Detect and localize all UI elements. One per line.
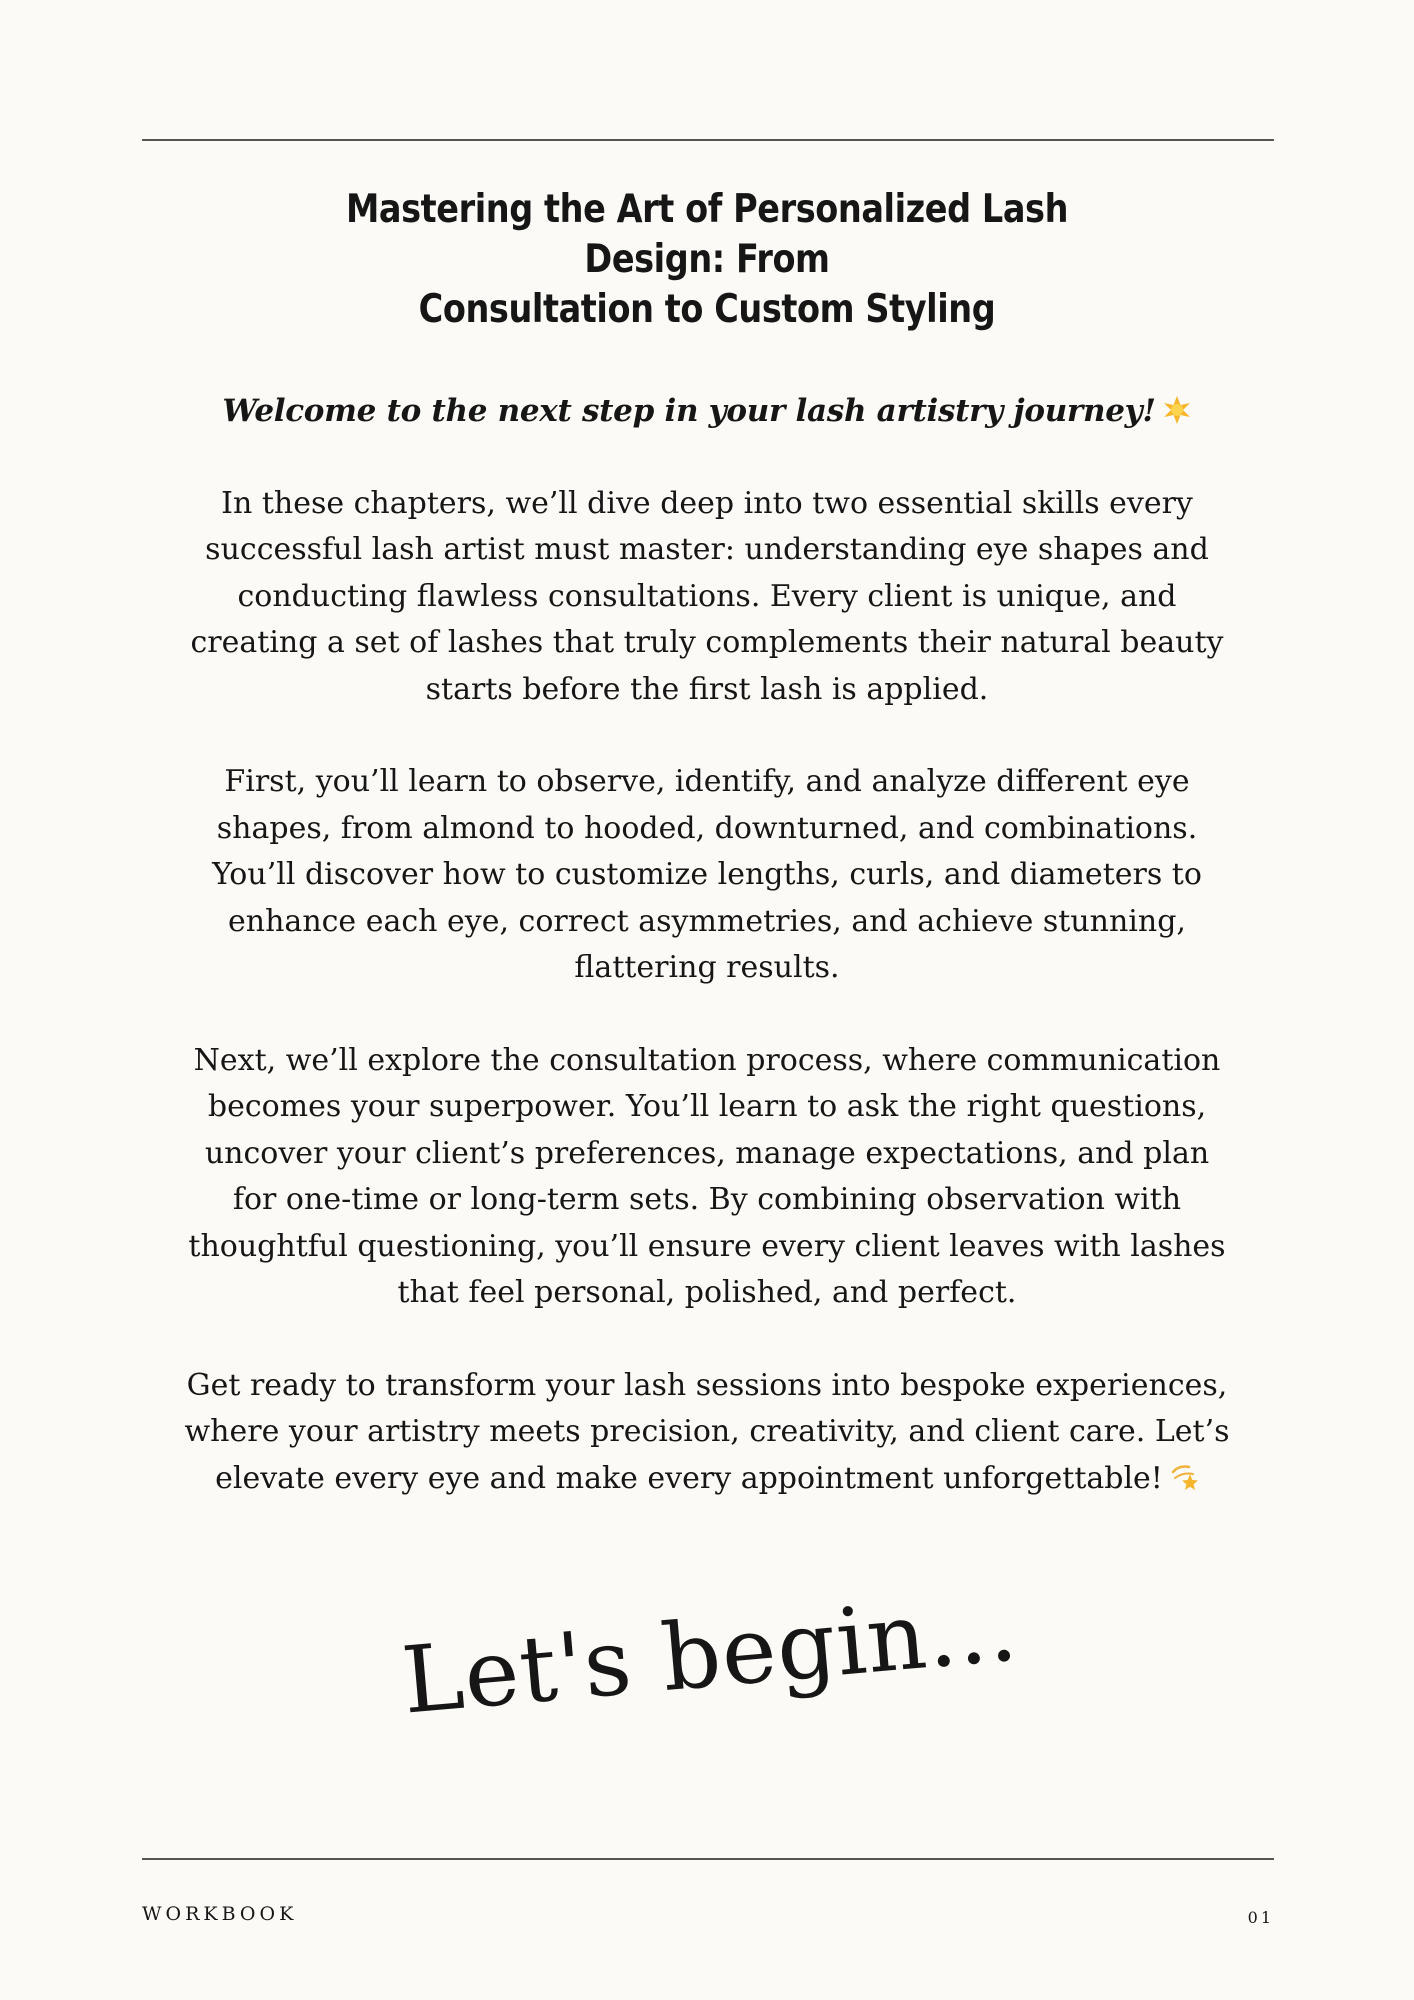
dizzy-star-icon [1169, 1462, 1199, 1492]
top-divider [142, 139, 1274, 141]
page-title [288, 185, 1126, 335]
footer-label: WORKBOOK [142, 1903, 298, 1925]
paragraph-closing-text: Get ready to transform your lash sessions into bespoke experiences, where your artistry meets precision, creativity, and client care. Let’s elevate every eye and make every appointment unforgettable! [184, 1367, 1230, 1496]
page-title-line-2: Consultation to Custom Styling [418, 287, 996, 332]
main-content [180, 388, 1234, 1548]
paragraph-eye-shapes: First, you’ll learn to observe, identify, and analyze different eye shapes, from almond to hooded, downturned, and combinations. You’ll discover how to customize lengths, curls, and diameters to enhance each eye, correct asymmetries, and achieve stunning, flattering results. [212, 764, 1202, 985]
page-title-line-1: Mastering the Art of Personalized Lash Design: From [345, 187, 1069, 282]
page-number: 01 [1247, 1908, 1274, 1927]
sparkle-star-icon [1162, 395, 1192, 425]
paragraph-closing [180, 1363, 1234, 1503]
lets-begin-heading: Let's begin... [398, 1574, 1022, 1735]
bottom-divider [142, 1858, 1274, 1860]
paragraph-intro: In these chapters, we’ll dive deep into two essential skills every successful lash artist must master: understanding eye shapes and conducting flawless consultations. Every client is unique, and creating a set of lashes that truly complements their natural beauty starts before the first lash is applied. [190, 485, 1224, 707]
paragraph-consultation: Next, we’ll explore the consultation process, where communication becomes your superpower. You’ll learn to ask the right questions, uncover your client’s preferences, manage expectations, and plan for one-time or long-term sets. By combining observation with thoughtful questioning, you’ll ensure every client leaves with lashes that feel personal, polished, and perfect. [188, 1042, 1226, 1310]
welcome-line [180, 388, 1234, 435]
welcome-text: Welcome to the next step in your lash artistry journey! [222, 393, 1156, 429]
